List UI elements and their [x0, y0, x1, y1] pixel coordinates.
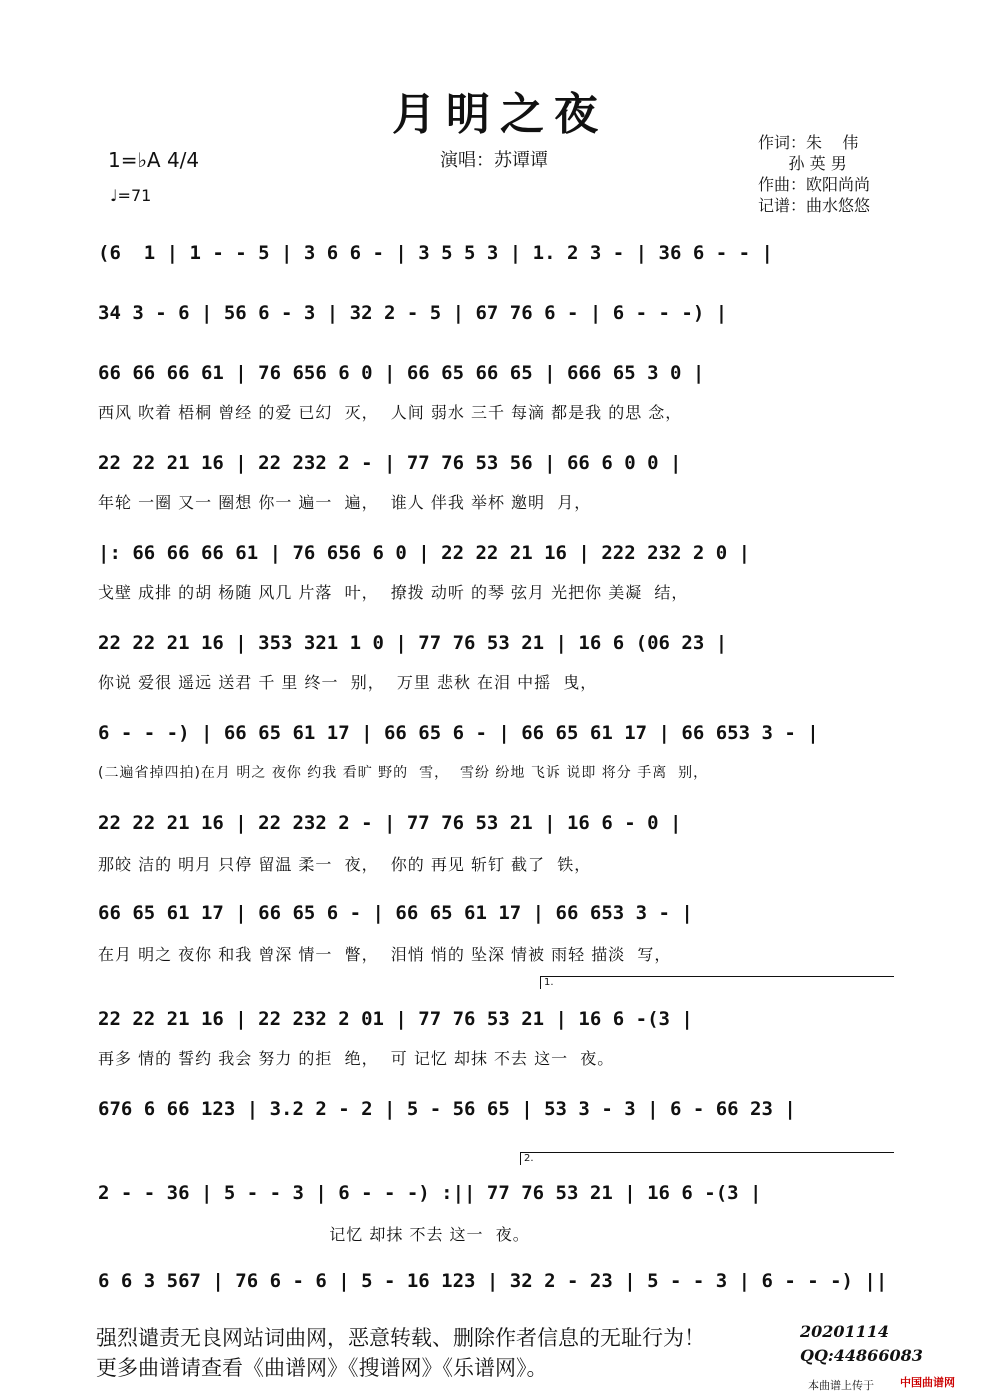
- lyrics-line-9: 在月 明之 夜你 和我 曾深 情一 瞥， 泪悄 悄的 坠深 情被 雨轻 描淡 写，: [98, 945, 672, 964]
- lyrics-line-8: 那皎 洁的 明月 只停 留温 柔一 夜， 你的 再见 斩钉 截了 铁，: [98, 855, 592, 874]
- notation: |: 66 66 66 61 | 76 656 6 0 | 22 22 21 16 | 222 232 2 0 |: [98, 542, 751, 564]
- notation: 2 - - 36 | 5 - - 3 | 6 - - -) :|| 77 76 53 21 | 16 6 -(3 |: [98, 1182, 762, 1204]
- transcriber-credit: 记谱：曲水悠悠: [758, 196, 871, 215]
- score-line-1: [98, 242, 898, 282]
- notation: (6 1 | 1 - - 5 | 3 6 6 - | 3 5 5 3 | 1. 2 3 - | 36 6 - - |: [98, 242, 773, 264]
- score-line-11: [98, 1098, 898, 1138]
- singer-credit: 演唱：苏谭谭: [440, 150, 548, 171]
- date-stamp: 20201114: [800, 1322, 890, 1341]
- score-line-2: [98, 302, 898, 342]
- notation: 66 66 66 61 | 76 656 6 0 | 66 65 66 65 | 666 65 3 0 |: [98, 362, 705, 384]
- site-logo: 中国曲谱网: [900, 1376, 955, 1389]
- lyricist-credit-2: 孙 英 男: [758, 154, 847, 173]
- lyrics-line-6: 你说 爱很 遥远 送君 千 里 终一 别， 万里 悲秋 在泪 中摇 曳，: [98, 673, 598, 692]
- score-line-13: [98, 1270, 898, 1310]
- lyrics-line-5: 戈壁 成排 的胡 杨随 风几 片落 叶， 撩拨 动听 的琴 弦月 光把你 美凝 结，: [98, 583, 689, 602]
- footer-more-scores: 更多曲谱请查看《曲谱网》《搜谱网》《乐谱网》。: [96, 1356, 548, 1380]
- notation: 66 65 61 17 | 66 65 6 - | 66 65 61 17 | 66 653 3 - |: [98, 902, 693, 924]
- score-line-3: [98, 362, 898, 402]
- score-line-5: [98, 542, 898, 582]
- notation: 6 - - -) | 66 65 61 17 | 66 65 6 - | 66 65 61 17 | 66 653 3 - |: [98, 722, 819, 744]
- score-line-10: [98, 1008, 898, 1048]
- notation: 6 6 3 567 | 76 6 - 6 | 5 - 16 123 | 32 2 - 23 | 5 - - 3 | 6 - - -) ||: [98, 1270, 888, 1292]
- notation: 22 22 21 16 | 353 321 1 0 | 77 76 53 21 | 16 6 (06 23 |: [98, 632, 728, 654]
- lyrics-line-3: 西风 吹着 梧桐 曾经 的爱 已幻 灭， 人间 弱水 三千 每滴 都是我 的思 念，: [98, 403, 683, 422]
- notation: 676 6 66 123 | 3.2 2 - 2 | 5 - 56 65 | 53 3 - 3 | 6 - 66 23 |: [98, 1098, 796, 1120]
- notation: 22 22 21 16 | 22 232 2 - | 77 76 53 56 | 66 6 0 0 |: [98, 452, 682, 474]
- song-title: 月明之夜: [392, 89, 608, 140]
- lyrics-line-4: 年轮 一圈 又一 圈想 你一 遍一 遍， 谁人 伴我 举杯 邀明 月，: [98, 493, 592, 512]
- lyrics-line-10: 再多 情的 誓约 我会 努力 的拒 绝， 可 记忆 却抹 不去 这一 夜。: [98, 1049, 615, 1068]
- key-signature: 1=♭A 4/4: [108, 148, 200, 172]
- qq-contact: QQ:44866083: [800, 1346, 923, 1365]
- tempo-marking: ♩=71: [110, 186, 152, 205]
- notation: 34 3 - 6 | 56 6 - 3 | 32 2 - 5 | 67 76 6 - | 6 - - -) |: [98, 302, 728, 324]
- score-line-12: [98, 1182, 898, 1222]
- volta-first-ending: 1.: [540, 976, 894, 989]
- score-line-6: [98, 632, 898, 672]
- score-line-4: [98, 452, 898, 492]
- lyricist-credit: 作词：朱 伟: [758, 133, 859, 152]
- score-line-7: [98, 722, 898, 762]
- score-line-9: [98, 902, 898, 942]
- upload-note: 本曲谱上传于: [808, 1379, 874, 1392]
- notation: 22 22 21 16 | 22 232 2 - | 77 76 53 21 | 16 6 - 0 |: [98, 812, 682, 834]
- volta-second-ending: 2.: [520, 1152, 894, 1165]
- credits-block: [758, 132, 870, 216]
- notation: 22 22 21 16 | 22 232 2 01 | 77 76 53 21 | 16 6 -(3 |: [98, 1008, 693, 1030]
- footer-notice: 强烈谴责无良网站词曲网，恶意转载、删除作者信息的无耻行为！: [96, 1326, 705, 1350]
- lyrics-line-7: (二遍省掉四拍)在月 明之 夜你 约我 看旷 野的 雪， 雪纷 纷地 飞诉 说即 将分 手离 别，: [98, 765, 709, 781]
- lyrics-line-12: 记忆 却抹 不去 这一 夜。: [98, 1225, 530, 1244]
- score-line-8: [98, 812, 898, 852]
- composer-credit: 作曲：欧阳尚尚: [758, 175, 871, 194]
